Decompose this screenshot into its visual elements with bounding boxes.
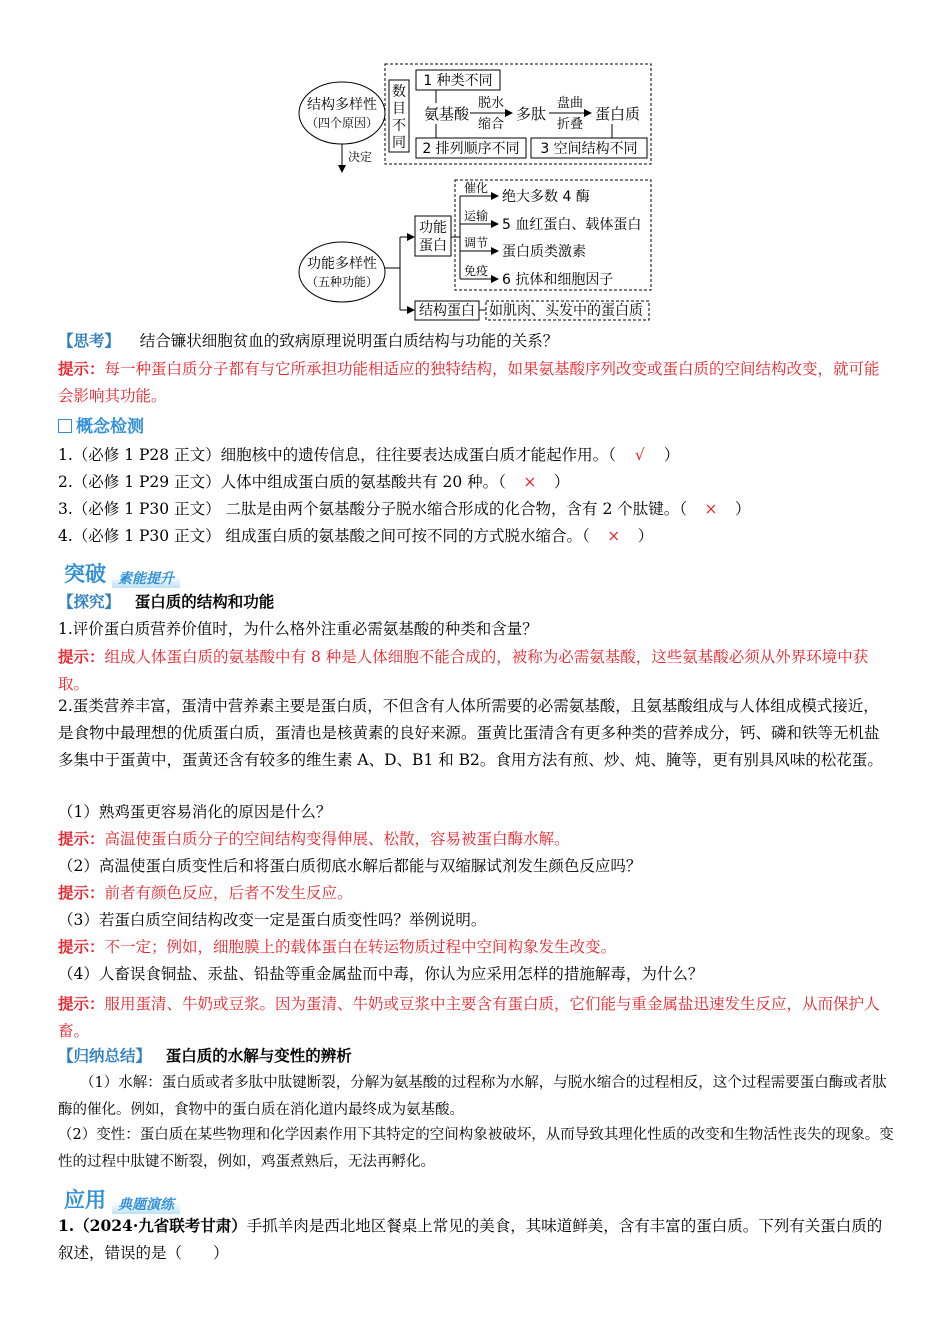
- count-differs-char-4: 同: [392, 135, 406, 151]
- think-question-line: [58, 331, 894, 351]
- fold-bottom: 折叠: [556, 117, 584, 132]
- sub-question-1: （1）熟鸡蛋更容易消化的原因是什么？: [58, 803, 332, 821]
- summary-heading: [58, 1046, 894, 1066]
- summary-hydrolysis: （1）水解：蛋白质或者多肽中肽键断裂，分解为氨基酸的过程称为水解，与脱水缩合的过程相反，这个过程需要蛋白酶或者肽酶的催化。例如，食物中的蛋白质在消化道内最终成为氨基酸。: [58, 1075, 887, 1118]
- sub-hint-2: [58, 883, 894, 903]
- function-ellipse-line1: 功能多样性: [307, 256, 377, 272]
- summary-label: 【归纳总结】: [58, 1047, 152, 1065]
- explore-question-2: 2.蛋类营养丰富，蛋清中营养素主要是蛋白质，不但含有人体所需要的必需氨基酸，且氨基酸组成与人体组成模式接近，是食物中最理想的优质蛋白质，蛋清也是核黄素的良好来源。蛋黄比蛋清含有更多种类的营养成分，钙、磷和铁等无机盐多集中于蛋黄中，蛋黄还含有较多的维生素 A、D、B1 和 B2。食用方法有煎、炒、炖、腌等，更有别具风味的松花蛋。: [58, 697, 883, 769]
- concept-item: [58, 472, 894, 492]
- explore-question-1: 1.评价蛋白质营养价值时，为什么格外注重必需氨基酸的种类和含量？: [58, 620, 538, 638]
- functional-protein-label-1: 功能: [419, 220, 447, 236]
- think-label: 【思考】: [58, 331, 121, 350]
- transport-verb: 运输: [464, 209, 489, 223]
- explore-title: 蛋白质的结构和功能: [134, 593, 275, 611]
- dehydrate-bottom: 缩合: [477, 117, 505, 132]
- count-differs-char-2: 目: [392, 101, 406, 117]
- cross-mark: ×: [704, 500, 718, 518]
- hint-text: 服用蛋清、牛奶或豆浆。因为蛋清、牛奶或豆浆中主要含有蛋白质，它们能与重金属盐迅速发生反应，从而保护人畜。: [58, 995, 880, 1040]
- checkbox-icon: [58, 419, 72, 433]
- cross-mark: ×: [607, 527, 621, 545]
- structure-ellipse: [299, 82, 385, 144]
- sub-question-4: （4）人畜误食铜盐、汞盐、铅盐等重金属盐而中毒，你认为应采用怎样的措施解毒，为什么？: [58, 965, 704, 983]
- type-differs-label: 1 种类不同: [423, 73, 493, 89]
- amino-acid-label: 氨基酸: [424, 105, 470, 123]
- concept-item: [58, 499, 894, 519]
- concept-item-end: ）: [734, 500, 751, 518]
- hint-text: 前者有颜色反应，后者不发生反应。: [104, 884, 353, 902]
- hint-label: 提示：: [58, 994, 105, 1013]
- peptide-label: 多肽: [516, 105, 547, 123]
- hint-label: 提示：: [58, 883, 105, 902]
- concept-item: [58, 445, 894, 465]
- breakthrough-subtitle: 素能提升: [112, 568, 180, 588]
- hint-label: 提示：: [58, 647, 105, 666]
- breakthrough-title: 突破: [64, 562, 106, 586]
- hint-label: 提示：: [58, 937, 105, 956]
- explore-label: 【探究】: [58, 593, 121, 611]
- think-hint-text: 每一种蛋白质分子都有与它所承担功能相适应的独特结构，如果氨基酸序列改变或蛋白质的空间结构改变，就可能会影响其功能。: [58, 360, 880, 405]
- function-ellipse: [299, 242, 385, 302]
- catalysis-verb: 催化: [464, 181, 489, 195]
- count-differs-char-3: 不: [392, 118, 406, 134]
- question-text: 手抓羊肉是西北地区餐桌上常见的美食，其味道鲜美，含有丰富的蛋白质。下列有关蛋白质的叙述，错误的是（ ）: [58, 1217, 883, 1262]
- sub-hint-1: [58, 829, 894, 849]
- structural-example-label: 如肌肉、头发中的蛋白质: [489, 303, 643, 319]
- think-hint-label: 提示：: [58, 359, 105, 378]
- catalysis-text: 绝大多数 4 酶: [502, 189, 590, 205]
- protein-diversity-diagram: [0, 0, 950, 330]
- question-source: 1.（2024·九省联考甘肃）: [58, 1216, 247, 1235]
- application-title: 应用: [64, 1188, 106, 1212]
- sub-hint-4: [58, 990, 894, 1045]
- cross-mark: ×: [523, 473, 537, 491]
- hint-text: 组成人体蛋白质的氨基酸中有 8 种是人体细胞不能合成的，被称为必需氨基酸，这些氨基酸必须从外界环境中获取。: [58, 648, 869, 693]
- concept-item-end: ）: [637, 527, 654, 545]
- breakthrough-banner: [64, 558, 180, 588]
- think-hint: [58, 355, 892, 410]
- structure-ellipse-line2: （四个原因）: [305, 116, 379, 130]
- space-differs-label: 3 空间结构不同: [540, 141, 638, 157]
- immunity-text: 6 抗体和细胞因子: [502, 272, 614, 288]
- concept-item-text: 3.（必修 1 P30 正文） 二肽是由两个氨基酸分子脱水缩合形成的化合物，含有 2 个肽键。（: [58, 500, 687, 518]
- structural-protein-label: 结构蛋白: [419, 303, 475, 319]
- concept-item-text: 1.（必修 1 P28 正文）细胞核中的遗传信息，往往要表达成蛋白质才能起作用。（: [58, 446, 616, 464]
- sub-hint-3: [58, 937, 894, 957]
- concept-check-title: 概念检测: [76, 417, 144, 437]
- concept-item-end: ）: [663, 446, 680, 464]
- regulation-verb: 调节: [464, 236, 489, 250]
- regulation-text: 蛋白质类激素: [502, 244, 586, 260]
- sub-question-3: （3）若蛋白质空间结构改变一定是蛋白质变性吗？举例说明。: [58, 911, 487, 929]
- fold-top: 盘曲: [556, 96, 584, 111]
- order-differs-label: 2 排列顺序不同: [422, 141, 520, 157]
- application-subtitle: 典题演练: [112, 1194, 180, 1214]
- concept-item-text: 2.（必修 1 P29 正文）人体中组成蛋白质的氨基酸共有 20 种。（: [58, 473, 506, 491]
- decide-label: 决定: [348, 150, 373, 164]
- application-banner: [64, 1184, 180, 1214]
- think-question: 结合镰状细胞贫血的致病原理说明蛋白质结构与功能的关系？: [139, 332, 559, 350]
- sub-question-2: （2）高温使蛋白质变性后和将蛋白质彻底水解后都能与双缩脲试剂发生颜色反应吗？: [58, 857, 642, 875]
- application-question-1: [58, 1212, 894, 1267]
- summary-denaturation: （2）变性：蛋白质在某些物理和化学因素作用下其特定的空间构象被破坏，从而导致其理化性质的改变和生物活性丧失的现象。变性的过程中肽键不断裂，例如，鸡蛋煮熟后，无法再孵化。: [58, 1127, 894, 1170]
- hint-text: 不一定；例如，细胞膜上的载体蛋白在转运物质过程中空间构象发生改变。: [104, 938, 617, 956]
- dehydrate-top: 脱水: [477, 96, 505, 111]
- hint-text: 高温使蛋白质分子的空间结构变得伸展、松散，容易被蛋白酶水解。: [104, 830, 570, 848]
- hint-label: 提示：: [58, 829, 105, 848]
- summary-title: 蛋白质的水解与变性的辨析: [165, 1047, 352, 1065]
- function-ellipse-line2: （五种功能）: [305, 275, 379, 289]
- count-differs-char-1: 数: [392, 84, 406, 100]
- explore-hint-1: [58, 643, 894, 698]
- protein-label: 蛋白质: [595, 105, 641, 123]
- concept-check-heading: [58, 417, 894, 437]
- explore-heading: [58, 592, 894, 612]
- functional-protein-label-2: 蛋白: [419, 238, 447, 254]
- concept-item-text: 4.（必修 1 P30 正文） 组成蛋白质的氨基酸之间可按不同的方式脱水缩合。（: [58, 527, 590, 545]
- structure-ellipse-line1: 结构多样性: [307, 97, 377, 113]
- concept-item: [58, 526, 894, 546]
- transport-text: 5 血红蛋白、载体蛋白: [502, 217, 642, 233]
- immunity-verb: 免疫: [464, 264, 489, 278]
- concept-item-end: ）: [553, 473, 570, 491]
- check-mark: √: [634, 446, 645, 464]
